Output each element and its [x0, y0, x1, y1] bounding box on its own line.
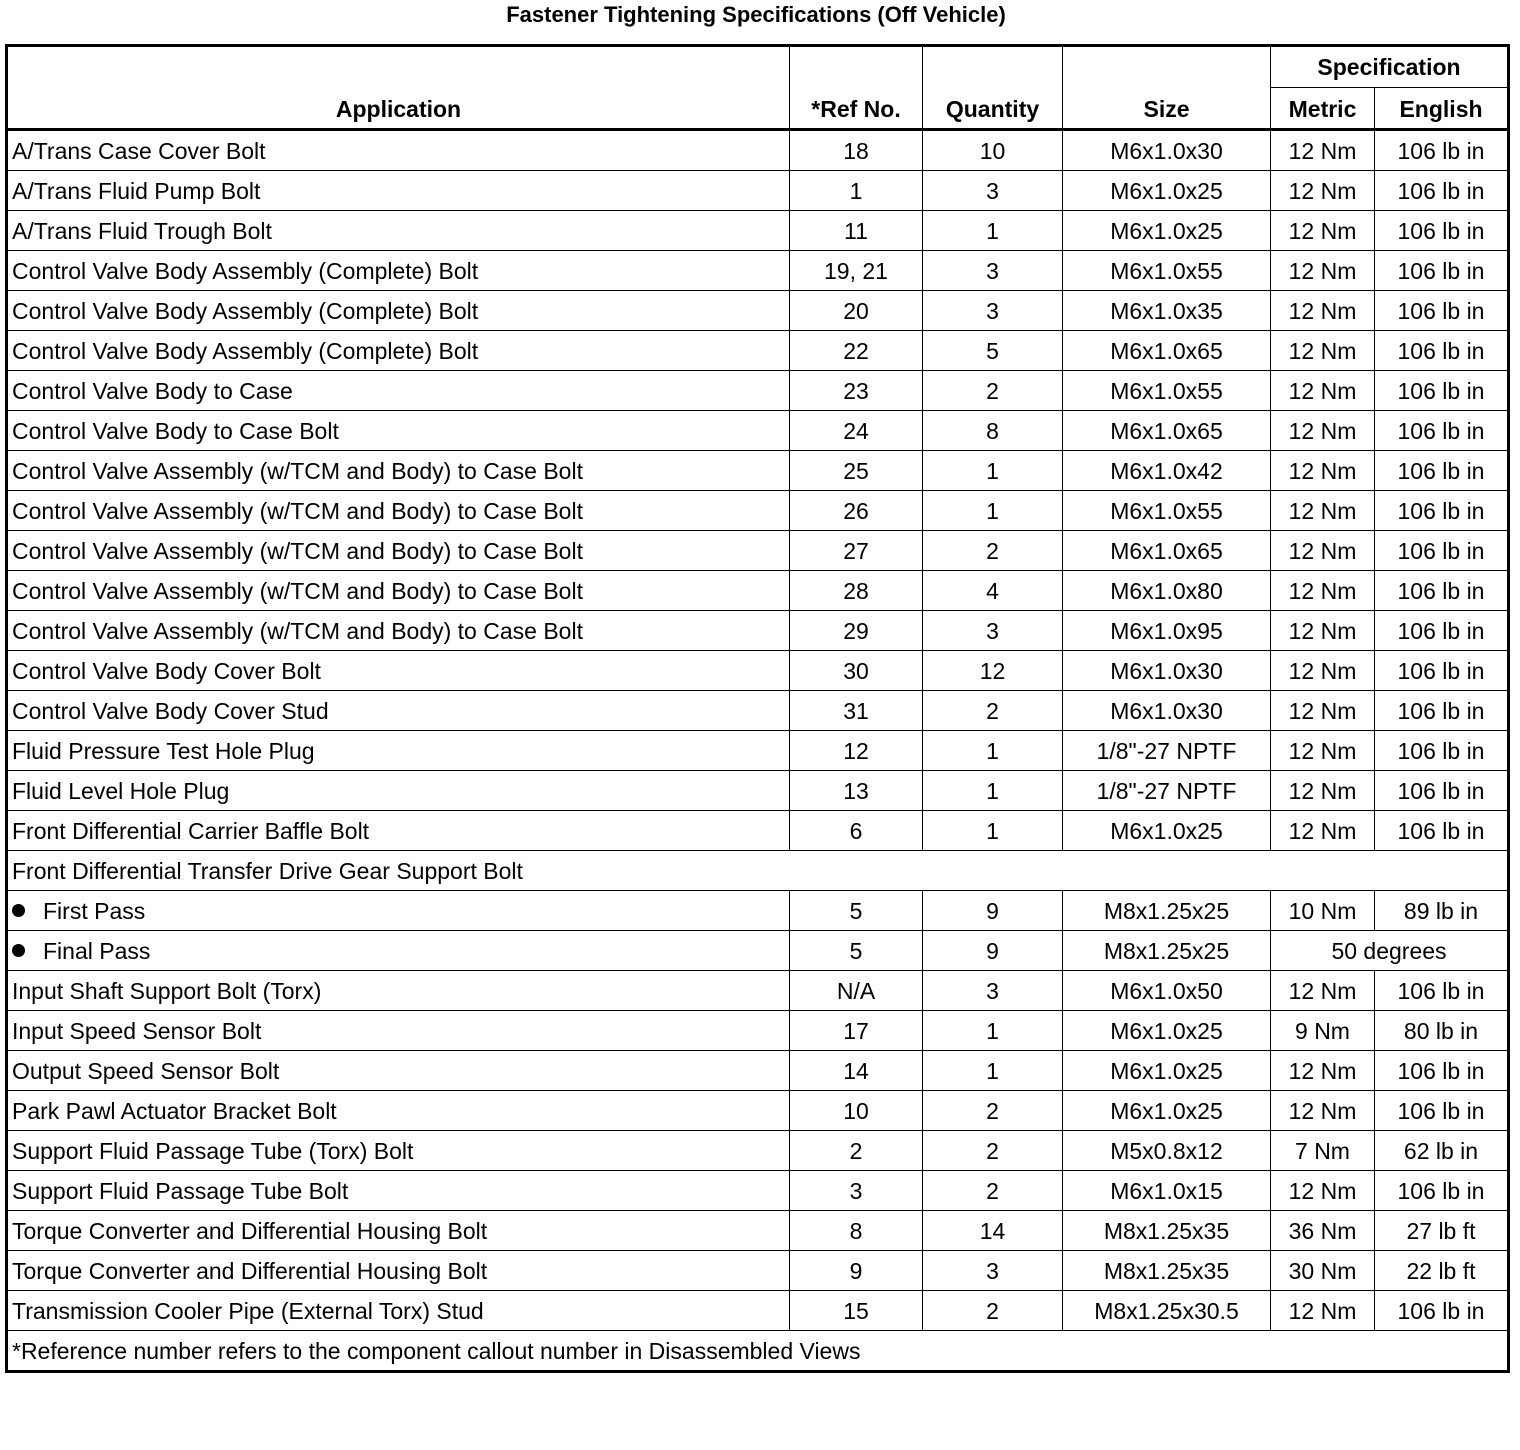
size-cell: M6x1.0x42: [1063, 451, 1271, 491]
english-cell: 106 lb in: [1375, 371, 1509, 411]
application-cell: Output Speed Sensor Bolt: [7, 1051, 790, 1091]
size-cell: M6x1.0x65: [1063, 411, 1271, 451]
english-cell: 106 lb in: [1375, 691, 1509, 731]
quantity-cell: 3: [923, 611, 1063, 651]
quantity-cell: 2: [923, 1091, 1063, 1131]
ref-no-cell: 5: [790, 891, 923, 931]
ref-no-cell: 19, 21: [790, 251, 923, 291]
quantity-cell: 1: [923, 731, 1063, 771]
english-cell: 106 lb in: [1375, 1091, 1509, 1131]
quantity-cell: 3: [923, 171, 1063, 211]
size-cell: M6x1.0x15: [1063, 1171, 1271, 1211]
metric-cell: 12 Nm: [1271, 491, 1375, 531]
english-cell: 106 lb in: [1375, 251, 1509, 291]
size-cell: M8x1.25x25: [1063, 931, 1271, 971]
metric-cell: 12 Nm: [1271, 1091, 1375, 1131]
header-size: Size: [1063, 46, 1271, 130]
english-cell: 106 lb in: [1375, 611, 1509, 651]
table-row: [7, 651, 1509, 691]
size-cell: M5x0.8x12: [1063, 1131, 1271, 1171]
table-row: [7, 1291, 1509, 1331]
table-row: [7, 571, 1509, 611]
application-cell: Control Valve Body Cover Bolt: [7, 651, 790, 691]
metric-cell: 12 Nm: [1271, 1051, 1375, 1091]
english-cell: 106 lb in: [1375, 331, 1509, 371]
ref-no-cell: 18: [790, 130, 923, 171]
english-cell: 106 lb in: [1375, 531, 1509, 571]
quantity-cell: 1: [923, 1011, 1063, 1051]
ref-no-cell: 8: [790, 1211, 923, 1251]
application-cell: Torque Converter and Differential Housing Bolt: [7, 1211, 790, 1251]
ref-no-cell: 10: [790, 1091, 923, 1131]
table-row: [7, 1051, 1509, 1091]
metric-cell: 7 Nm: [1271, 1131, 1375, 1171]
table-row-group-header: [7, 851, 1509, 891]
quantity-cell: 1: [923, 771, 1063, 811]
quantity-cell: 14: [923, 1211, 1063, 1251]
size-cell: M6x1.0x25: [1063, 1051, 1271, 1091]
quantity-cell: 8: [923, 411, 1063, 451]
english-cell: 106 lb in: [1375, 491, 1509, 531]
table-row: [7, 491, 1509, 531]
english-cell: 27 lb ft: [1375, 1211, 1509, 1251]
english-cell: 106 lb in: [1375, 171, 1509, 211]
quantity-cell: 3: [923, 291, 1063, 331]
size-cell: M6x1.0x35: [1063, 291, 1271, 331]
ref-no-cell: 20: [790, 291, 923, 331]
application-cell: A/Trans Fluid Trough Bolt: [7, 211, 790, 251]
table-row: [7, 211, 1509, 251]
ref-no-cell: 26: [790, 491, 923, 531]
bullet-icon: [12, 904, 25, 917]
table-body: [7, 130, 1509, 1372]
table-row: [7, 1211, 1509, 1251]
ref-no-cell: 31: [790, 691, 923, 731]
metric-cell: 10 Nm: [1271, 891, 1375, 931]
ref-no-cell: 5: [790, 931, 923, 971]
size-cell: M6x1.0x25: [1063, 1011, 1271, 1051]
application-cell: Transmission Cooler Pipe (External Torx) Stud: [7, 1291, 790, 1331]
size-cell: M6x1.0x55: [1063, 371, 1271, 411]
quantity-cell: 1: [923, 451, 1063, 491]
english-cell: 106 lb in: [1375, 411, 1509, 451]
table-row: [7, 931, 1509, 971]
metric-cell: 12 Nm: [1271, 651, 1375, 691]
table-row: [7, 130, 1509, 171]
metric-cell: 12 Nm: [1271, 251, 1375, 291]
size-cell: M6x1.0x80: [1063, 571, 1271, 611]
header-ref-no: *Ref No.: [790, 46, 923, 130]
size-cell: M6x1.0x65: [1063, 331, 1271, 371]
ref-no-cell: 30: [790, 651, 923, 691]
application-label: First Pass: [43, 897, 146, 924]
application-cell: Control Valve Assembly (w/TCM and Body) to Case Bolt: [7, 491, 790, 531]
metric-cell: 30 Nm: [1271, 1251, 1375, 1291]
quantity-cell: 1: [923, 211, 1063, 251]
ref-no-cell: 22: [790, 331, 923, 371]
fastener-spec-table: [5, 44, 1510, 1373]
application-cell: Fluid Pressure Test Hole Plug: [7, 731, 790, 771]
size-cell: M6x1.0x30: [1063, 651, 1271, 691]
english-cell: 106 lb in: [1375, 811, 1509, 851]
english-cell: 80 lb in: [1375, 1011, 1509, 1051]
table-row: [7, 451, 1509, 491]
metric-cell: 12 Nm: [1271, 331, 1375, 371]
table-row: [7, 171, 1509, 211]
size-cell: M6x1.0x30: [1063, 130, 1271, 171]
ref-no-cell: 27: [790, 531, 923, 571]
ref-no-cell: 6: [790, 811, 923, 851]
metric-cell: 9 Nm: [1271, 1011, 1375, 1051]
metric-cell: 12 Nm: [1271, 531, 1375, 571]
table-row: [7, 811, 1509, 851]
application-cell: Support Fluid Passage Tube (Torx) Bolt: [7, 1131, 790, 1171]
english-cell: 106 lb in: [1375, 571, 1509, 611]
header-english: English: [1375, 88, 1509, 130]
metric-cell: 12 Nm: [1271, 611, 1375, 651]
ref-no-cell: 9: [790, 1251, 923, 1291]
size-cell: M6x1.0x25: [1063, 211, 1271, 251]
english-cell: 106 lb in: [1375, 771, 1509, 811]
english-cell: 106 lb in: [1375, 1051, 1509, 1091]
metric-cell: 12 Nm: [1271, 1291, 1375, 1331]
quantity-cell: 2: [923, 1291, 1063, 1331]
application-cell: Fluid Level Hole Plug: [7, 771, 790, 811]
ref-no-cell: 23: [790, 371, 923, 411]
table-row: [7, 1011, 1509, 1051]
table-row: [7, 291, 1509, 331]
size-cell: M6x1.0x50: [1063, 971, 1271, 1011]
page-title: Fastener Tightening Specifications (Off Vehicle): [506, 2, 1006, 27]
application-cell: [7, 931, 790, 971]
metric-cell: 36 Nm: [1271, 1211, 1375, 1251]
table-row: [7, 411, 1509, 451]
application-cell: Control Valve Body to Case Bolt: [7, 411, 790, 451]
ref-no-cell: 1: [790, 171, 923, 211]
quantity-cell: 2: [923, 691, 1063, 731]
ref-no-cell: 29: [790, 611, 923, 651]
metric-cell: 12 Nm: [1271, 731, 1375, 771]
size-cell: M6x1.0x55: [1063, 251, 1271, 291]
quantity-cell: 9: [923, 931, 1063, 971]
ref-no-cell: 11: [790, 211, 923, 251]
ref-no-cell: 25: [790, 451, 923, 491]
table-row: [7, 1091, 1509, 1131]
quantity-cell: 9: [923, 891, 1063, 931]
application-cell: Control Valve Assembly (w/TCM and Body) to Case Bolt: [7, 571, 790, 611]
quantity-cell: 3: [923, 251, 1063, 291]
quantity-cell: 3: [923, 1251, 1063, 1291]
application-cell: Input Speed Sensor Bolt: [7, 1011, 790, 1051]
application-cell: Torque Converter and Differential Housing Bolt: [7, 1251, 790, 1291]
metric-cell: 12 Nm: [1271, 411, 1375, 451]
application-cell: A/Trans Case Cover Bolt: [7, 130, 790, 171]
application-cell: Support Fluid Passage Tube Bolt: [7, 1171, 790, 1211]
ref-no-cell: 24: [790, 411, 923, 451]
table-row: [7, 691, 1509, 731]
quantity-cell: 12: [923, 651, 1063, 691]
metric-cell: 12 Nm: [1271, 811, 1375, 851]
english-cell: 106 lb in: [1375, 1171, 1509, 1211]
size-cell: M8x1.25x30.5: [1063, 1291, 1271, 1331]
size-cell: 1/8"-27 NPTF: [1063, 731, 1271, 771]
application-cell: Control Valve Assembly (w/TCM and Body) to Case Bolt: [7, 451, 790, 491]
application-cell: A/Trans Fluid Pump Bolt: [7, 171, 790, 211]
english-cell: 89 lb in: [1375, 891, 1509, 931]
metric-cell: 12 Nm: [1271, 1171, 1375, 1211]
table-row: [7, 971, 1509, 1011]
english-cell: 106 lb in: [1375, 651, 1509, 691]
metric-cell: 12 Nm: [1271, 451, 1375, 491]
table-row: [7, 611, 1509, 651]
ref-no-cell: 17: [790, 1011, 923, 1051]
quantity-cell: 2: [923, 1131, 1063, 1171]
quantity-cell: 10: [923, 130, 1063, 171]
table-row: [7, 891, 1509, 931]
table-row: [7, 1131, 1509, 1171]
english-cell: 22 lb ft: [1375, 1251, 1509, 1291]
application-cell: Input Shaft Support Bolt (Torx): [7, 971, 790, 1011]
header-application: Application: [7, 46, 790, 130]
metric-cell: 12 Nm: [1271, 971, 1375, 1011]
size-cell: M6x1.0x65: [1063, 531, 1271, 571]
quantity-cell: 3: [923, 971, 1063, 1011]
application-cell: Control Valve Body Assembly (Complete) Bolt: [7, 291, 790, 331]
table-row: [7, 371, 1509, 411]
size-cell: M6x1.0x55: [1063, 491, 1271, 531]
metric-cell: 12 Nm: [1271, 171, 1375, 211]
application-cell: Control Valve Body Assembly (Complete) Bolt: [7, 331, 790, 371]
header-metric: Metric: [1271, 88, 1375, 130]
size-cell: M6x1.0x30: [1063, 691, 1271, 731]
english-cell: 106 lb in: [1375, 731, 1509, 771]
english-cell: 106 lb in: [1375, 971, 1509, 1011]
application-cell: Control Valve Body to Case: [7, 371, 790, 411]
ref-no-cell: 13: [790, 771, 923, 811]
english-cell: 106 lb in: [1375, 130, 1509, 171]
size-cell: M6x1.0x25: [1063, 1091, 1271, 1131]
application-cell: Control Valve Body Assembly (Complete) Bolt: [7, 251, 790, 291]
table-row: [7, 331, 1509, 371]
metric-cell: 12 Nm: [1271, 371, 1375, 411]
size-cell: M8x1.25x25: [1063, 891, 1271, 931]
size-cell: M6x1.0x25: [1063, 171, 1271, 211]
application-cell: Control Valve Body Cover Stud: [7, 691, 790, 731]
bullet-icon: [12, 944, 25, 957]
quantity-cell: 4: [923, 571, 1063, 611]
footnote: *Reference number refers to the component callout number in Disassembled Views: [7, 1331, 1509, 1372]
metric-cell: 12 Nm: [1271, 571, 1375, 611]
size-cell: M6x1.0x25: [1063, 811, 1271, 851]
metric-cell: 12 Nm: [1271, 771, 1375, 811]
table-row: [7, 251, 1509, 291]
application-label: Final Pass: [43, 937, 151, 964]
ref-no-cell: 28: [790, 571, 923, 611]
size-cell: 1/8"-27 NPTF: [1063, 771, 1271, 811]
quantity-cell: 1: [923, 811, 1063, 851]
english-cell: 106 lb in: [1375, 211, 1509, 251]
metric-cell: 12 Nm: [1271, 211, 1375, 251]
quantity-cell: 5: [923, 331, 1063, 371]
table-row: [7, 1251, 1509, 1291]
quantity-cell: 2: [923, 531, 1063, 571]
english-cell: 106 lb in: [1375, 291, 1509, 331]
quantity-cell: 2: [923, 1171, 1063, 1211]
application-cell: Front Differential Carrier Baffle Bolt: [7, 811, 790, 851]
table-row: [7, 531, 1509, 571]
application-cell: [7, 891, 790, 931]
ref-no-cell: 12: [790, 731, 923, 771]
quantity-cell: 1: [923, 1051, 1063, 1091]
english-cell: 106 lb in: [1375, 1291, 1509, 1331]
header-quantity: Quantity: [923, 46, 1063, 130]
specification-cell: 50 degrees: [1271, 931, 1509, 971]
header-specification: Specification: [1271, 46, 1509, 88]
metric-cell: 12 Nm: [1271, 691, 1375, 731]
table-row: [7, 731, 1509, 771]
table-footnote-row: [7, 1331, 1509, 1372]
application-cell: Control Valve Assembly (w/TCM and Body) to Case Bolt: [7, 531, 790, 571]
group-label-cell: Front Differential Transfer Drive Gear Support Bolt: [7, 851, 1509, 891]
ref-no-cell: N/A: [790, 971, 923, 1011]
ref-no-cell: 14: [790, 1051, 923, 1091]
ref-no-cell: 2: [790, 1131, 923, 1171]
quantity-cell: 2: [923, 371, 1063, 411]
english-cell: 62 lb in: [1375, 1131, 1509, 1171]
ref-no-cell: 15: [790, 1291, 923, 1331]
application-cell: Control Valve Assembly (w/TCM and Body) to Case Bolt: [7, 611, 790, 651]
metric-cell: 12 Nm: [1271, 291, 1375, 331]
table-row: [7, 1171, 1509, 1211]
size-cell: M6x1.0x95: [1063, 611, 1271, 651]
size-cell: M8x1.25x35: [1063, 1211, 1271, 1251]
table-row: [7, 771, 1509, 811]
english-cell: 106 lb in: [1375, 451, 1509, 491]
metric-cell: 12 Nm: [1271, 130, 1375, 171]
application-cell: Park Pawl Actuator Bracket Bolt: [7, 1091, 790, 1131]
size-cell: M8x1.25x35: [1063, 1251, 1271, 1291]
ref-no-cell: 3: [790, 1171, 923, 1211]
quantity-cell: 1: [923, 491, 1063, 531]
